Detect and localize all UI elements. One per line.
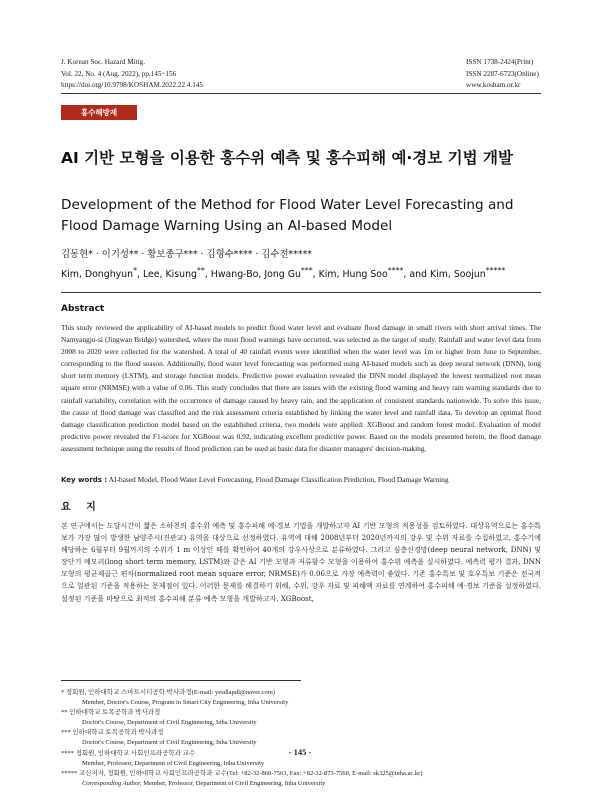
journal-website[interactable]: www.kosham.or.kr xyxy=(466,81,521,89)
footnote-sub: Member, Professor, Department of Civil Engineering, Inha University xyxy=(82,759,265,767)
journal-header-right xyxy=(466,57,539,92)
author-mark: *** xyxy=(300,266,313,275)
author-name: Kim, Donghyun xyxy=(61,269,134,281)
title-english: Development of the Method for Flood Water Level Forecasting and Flood Damage Warning Using an AI-based Model xyxy=(61,197,514,234)
author-name: , Hwang-Bo, Jong Gu xyxy=(204,269,301,281)
keywords xyxy=(61,475,541,484)
keywords-list: AI-based Model, Flood Water Level Forecasting, Flood Damage Classification Prediction, Flood Damage Warning xyxy=(107,475,449,484)
footnote-main: ***** 교신저자, 정회원, 인하대학교 사회인프라공학과 교수(Tel: +82-32-860-7563, Fax: +82-32-873-7560, E-mail: sk325@inha.ac.kr) xyxy=(61,769,423,777)
footnote-divider xyxy=(61,680,301,681)
journal-header-left xyxy=(61,57,203,92)
keywords-label: Key words : xyxy=(61,476,108,484)
abstract-top-divider xyxy=(61,292,541,293)
footnote-sub-text: Member, Professor, Department of Civil Engineering, Inha University xyxy=(141,779,326,787)
abstract-heading: Abstract xyxy=(61,304,105,314)
footnote-sub: Member, Doctor's Course, Program in Smart City Engineering, Inha University xyxy=(82,699,289,707)
yoji-heading: 요 지 xyxy=(61,502,102,513)
corresponding-author-label: Corresponding Author, xyxy=(82,779,142,787)
authors-english xyxy=(61,266,505,280)
footnote-main: ** 인하대학교 토목공학과 박사과정 xyxy=(61,709,161,717)
author-name: , Lee, Kisung xyxy=(137,269,197,281)
yoji-text: 본 연구에서는 도달시간이 짧은 소하천의 홍수위 예측 및 홍수피해 예·경보 기법을 개발하고자 AI 기반 모형의 적용성을 검토하였다. 대상유역으로는 홍수특보가 가장 많이 발생한 남양주시(진관교) 유역을 대상으로 선정하였다. 유역에 대해 2008년부터 2020년까지의 강우 및 수위 자료를 수집하였고, 홍수기에 해당하는 6월부터 9월까지의 수위가 1 m 이상인 때를 확인하여 40개의 강우사상으로 분류하였다. 그리고 심층신경망(deep neural network, DNN) 및 장단기 메모리(long short term memory, LSTM)와 같은 AI 기반 모형과 저류함수 모형을 이용하여 홍수위 예측을 실시하였다. 예측력 평가 결과, DNN 모형의 평균제곱근 편차(normalized root mean square error, NRMSE)가 0.06으로 가장 예측력이 좋았다. 기존 홍수특보 및 호우특보 기준은 전국적으로 일관된 기준을 적용하는 문제점이 있다. 이러한 문제를 해결하기 위해, 수위, 강우 자료 및 피해액 자료를 연계하여 홍수피해 예·경보 기준을 설정하였다. 설정된 기준을 바탕으로 최적의 홍수피해 분류 예측 모형을 개발하고자, XGBoost, xyxy=(61,521,541,603)
issn-online: ISSN 2287-6723(Online) xyxy=(466,69,539,78)
author-mark: **** xyxy=(387,266,404,275)
author-name: , Kim, Hung Soo xyxy=(312,269,388,281)
doi-link[interactable]: https://doi.org/10.9798/KOSHAM.2022.22.4.145 xyxy=(61,81,204,89)
author-name: , and Kim, Soojun xyxy=(403,269,486,281)
footnote-main: * 정회원, 인하대학교 스마트시티공학 박사과정(E-mail: yesdlapdl@naver.com) xyxy=(61,689,275,696)
abstract-text: This study reviewed the applicability of AI-based models to predict flood water level and evaluate flood damage in small rivers with short arrival times. The Namyangju-si (Jingwan Bridge) watershed, where the most flood warnings have occurred, was selected as the target of study. Rainfall and water level data from 2008 to 2020 were collected for the watershed. A total of 40 rainfall events were identified when the water level was 1m or higher from June to September, corresponding to the flood season. Additionally, flood water level forecasting was performed using AI-based models such as deep neural network (DNN), long short term memory (LSTM), and storage function models. Predictive power evaluation revealed the DNN model displayed the lowest normalized root mean square error (NRMSE) with a value of 0.06. This study concludes that there are issues with the existing flood warning and heavy rain warning standards due to rainfall variability, correlation with the occurrence of damage caused by heavy rain, and the application of consistent standards nationwide. To solve this issue, the cause of flood damage was classified and the risk assessment criteria established by linking the water level and rainfall data. To develop an optimal flood damage classification prediction model based on the established criteria, two models were applied: XGBoost and random forest model. Evaluation of model predictive power revealed the F1-score for XGBoost was 0.92, indicating excellent predictive power. Based on the models presented herein, the flood damage assessment technique using the results of flood prediction can be used as basic data for disaster managers' decision-making. xyxy=(61,323,541,453)
journal-name: J. Korean Soc. Hazard Mitig. xyxy=(61,58,146,66)
author-mark: * xyxy=(133,266,137,275)
footnote-main: *** 인하대학교 토목공학과 박사과정 xyxy=(61,729,164,737)
footnote-sub: Doctor's Course, Department of Civil Engineering, Inha University xyxy=(82,739,257,747)
issn-print: ISSN 1738-2424(Print) xyxy=(466,58,534,66)
author-mark: ***** xyxy=(485,266,506,275)
author-mark: ** xyxy=(197,266,205,275)
authors-korean: 김동현* · 이기성** · 황보종구*** · 김형수**** · 김수전***** xyxy=(61,249,312,260)
footnotes xyxy=(61,688,541,789)
journal-volume: Vol. 22, No. 4 (Aug. 2022), pp.145~156 xyxy=(61,69,177,78)
header-divider xyxy=(61,93,541,94)
page-number: - 145 - xyxy=(288,747,312,757)
footnote-sub: Doctor's Course, Department of Civil Engineering, Inha University xyxy=(82,719,257,727)
title-korean: AI 기반 모형을 이용한 홍수위 예측 및 홍수피해 예·경보 기법 개발 xyxy=(61,149,513,167)
footnote-main: **** 정회원, 인하대학교 사회인프라공학과 교수 xyxy=(61,749,196,757)
section-badge: 홍수해방재 xyxy=(61,105,137,120)
footnote-sub xyxy=(61,779,541,789)
